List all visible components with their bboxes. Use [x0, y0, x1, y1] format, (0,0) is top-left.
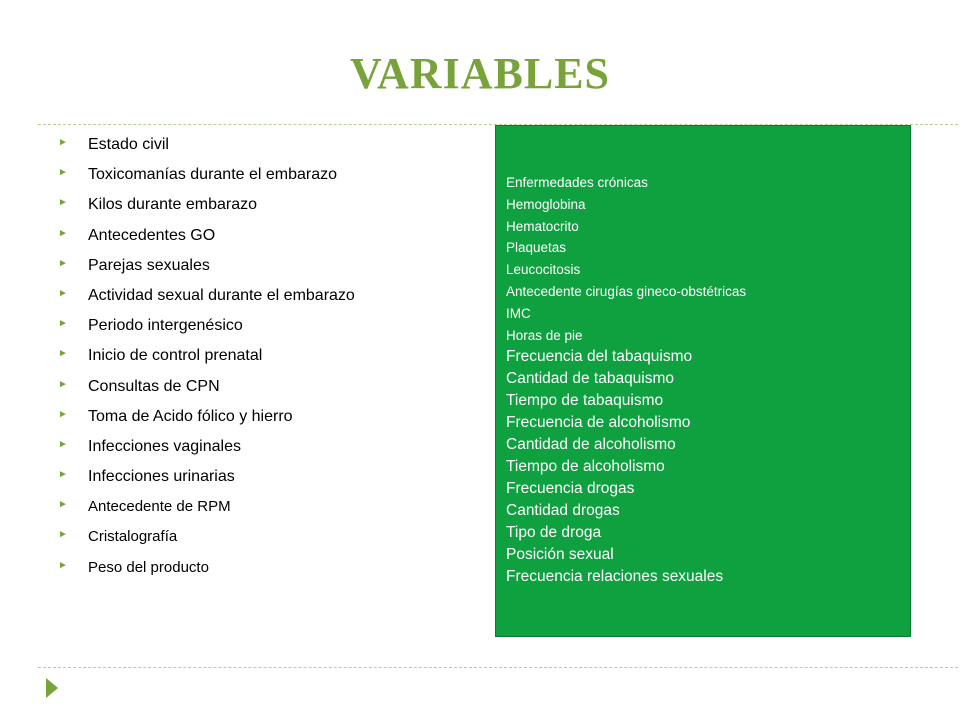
bullet-arrow-icon: ► [58, 529, 68, 541]
list-item: Cantidad drogas [506, 502, 620, 520]
corner-arrow-icon [46, 678, 58, 698]
list-item: Frecuencia de alcoholismo [506, 414, 691, 432]
slide-title: VARIABLES [349, 49, 611, 98]
list-item: ► Parejas sexuales [58, 256, 210, 274]
bullet-arrow-icon: ► [58, 348, 68, 360]
bullet-arrow-icon: ► [58, 287, 68, 299]
list-item: Leucocitosis [506, 262, 581, 278]
bullet-arrow-icon: ► [58, 559, 68, 571]
left-variable-list [58, 130, 355, 583]
list-item: Horas de pie [506, 327, 583, 343]
list-item: Cantidad de alcoholismo [506, 436, 676, 454]
list-item: Tiempo de alcoholismo [506, 458, 665, 476]
list-item: Plaquetas [506, 240, 567, 256]
green-variable-box [495, 125, 911, 637]
list-item: Hemoglobina [506, 196, 586, 212]
list-item: ► Infecciones urinarias [58, 468, 235, 486]
list-item: ► Periodo intergenésico [58, 317, 243, 335]
bullet-arrow-icon: ► [58, 257, 68, 269]
bullet-arrow-icon: ► [58, 469, 68, 481]
list-item: Cantidad de tabaquismo [506, 370, 675, 388]
list-item: ► Cristalografía [58, 528, 178, 546]
list-item: IMC [506, 305, 531, 321]
list-item: Tiempo de tabaquismo [506, 392, 664, 410]
list-item: Frecuencia del tabaquismo [506, 348, 693, 366]
bullet-arrow-icon: ► [58, 137, 68, 148]
bullet-arrow-icon: ► [58, 227, 68, 239]
list-item: Enfermedades crónicas [506, 175, 648, 190]
list-item: ► Estado civil [58, 136, 169, 153]
bullet-arrow-icon: ► [58, 438, 68, 450]
list-item: ► Infecciones vaginales [58, 437, 241, 455]
list-item: Hematocrito [506, 218, 579, 234]
list-item: ► Antecedente de RPM [58, 498, 231, 516]
bullet-arrow-icon: ► [58, 378, 68, 390]
bullet-arrow-icon: ► [58, 197, 68, 209]
list-item: ► Actividad sexual durante el embarazo [58, 286, 355, 304]
list-item: Antecedente cirugías gineco-obstétricas [506, 283, 747, 299]
box-variable-list [506, 172, 746, 588]
list-item: ► Inicio de control prenatal [58, 347, 263, 365]
list-item: Frecuencia relaciones sexuales [506, 568, 724, 586]
list-item: ► Antecedentes GO [58, 226, 216, 244]
list-item: Frecuencia drogas [506, 480, 635, 498]
list-item: ► Peso del producto [58, 558, 209, 576]
list-item: ► Toxicomanías durante el embarazo [58, 166, 338, 184]
bullet-arrow-icon: ► [58, 408, 68, 420]
bullet-arrow-icon: ► [58, 499, 68, 511]
bullet-arrow-icon: ► [58, 318, 68, 330]
list-item: ► Consultas de CPN [58, 377, 220, 395]
bullet-arrow-icon: ► [58, 167, 68, 179]
list-item: Posición sexual [506, 546, 614, 564]
bottom-divider [38, 667, 960, 668]
list-item: ► Kilos durante embarazo [58, 196, 257, 214]
list-item: ► Toma de Acido fólico y hierro [58, 407, 293, 425]
list-item: Tipo de droga [506, 524, 602, 542]
